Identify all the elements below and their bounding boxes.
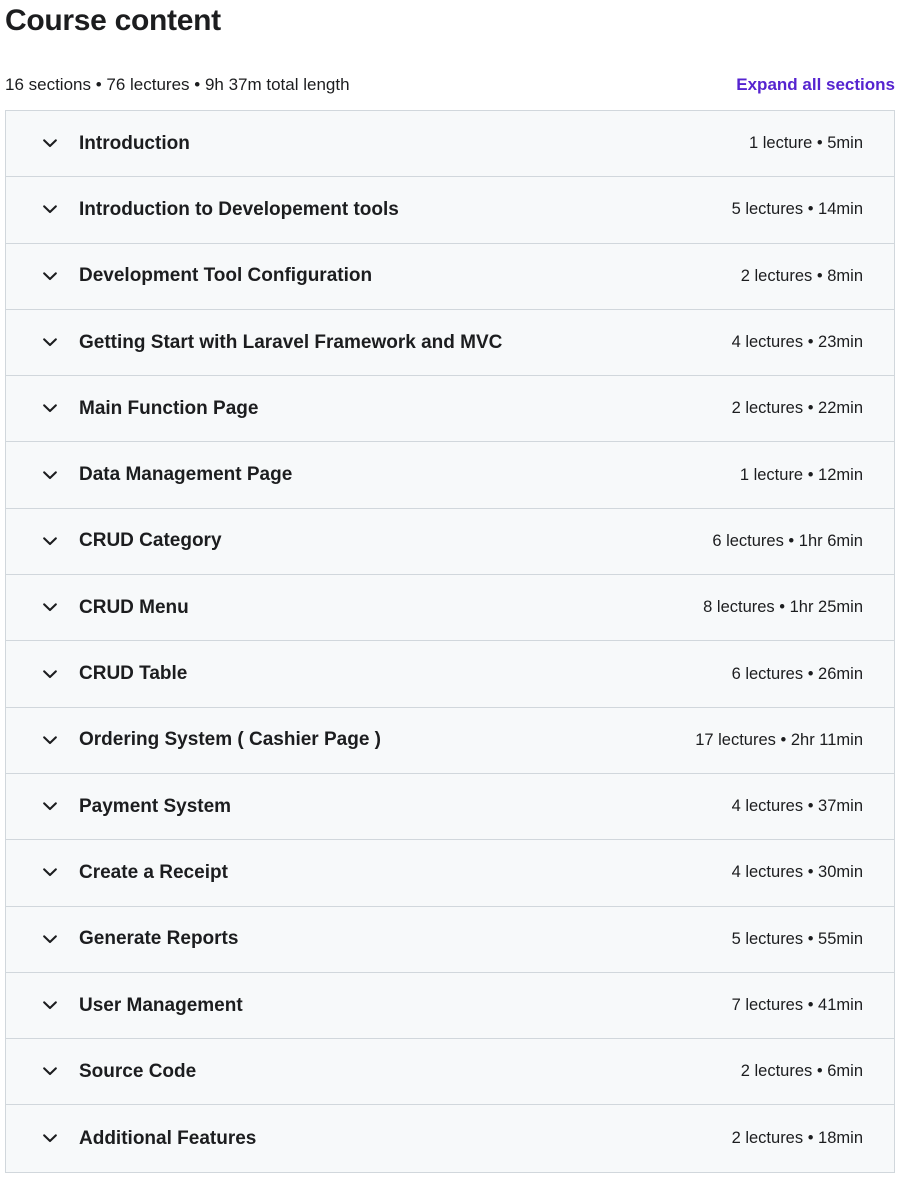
chevron-down-icon[interactable] <box>40 598 60 618</box>
chevron-down-icon[interactable] <box>40 996 60 1016</box>
course-summary: 16 sections • 76 lectures • 9h 37m total length <box>5 75 350 94</box>
section-header[interactable] <box>6 442 894 508</box>
section-title: Ordering System ( Cashier Page ) <box>79 729 381 751</box>
section-header[interactable] <box>6 177 894 243</box>
section-lecture-count: 8 lectures • 1hr 25min <box>703 598 863 617</box>
section-header[interactable] <box>6 310 894 376</box>
chevron-down-icon[interactable] <box>40 134 60 154</box>
course-summary-row <box>5 72 895 98</box>
section-title: Create a Receipt <box>79 861 228 883</box>
chevron-down-icon[interactable] <box>40 399 60 419</box>
chevron-down-icon[interactable] <box>40 1129 60 1149</box>
section-header[interactable] <box>6 244 894 310</box>
section-header[interactable] <box>6 973 894 1039</box>
chevron-down-icon[interactable] <box>40 200 60 220</box>
section-header[interactable] <box>6 708 894 774</box>
section-lecture-count: 1 lecture • 5min <box>749 134 863 153</box>
section-title: Payment System <box>79 795 232 817</box>
section-title: User Management <box>79 994 243 1016</box>
section-header[interactable] <box>6 1039 894 1105</box>
chevron-down-icon[interactable] <box>40 333 60 353</box>
chevron-down-icon[interactable] <box>40 664 60 684</box>
chevron-down-icon[interactable] <box>40 929 60 949</box>
chevron-down-icon[interactable] <box>40 266 60 286</box>
section-title: CRUD Menu <box>79 596 189 618</box>
section-lecture-count: 2 lectures • 22min <box>731 399 863 418</box>
section-header[interactable] <box>6 575 894 641</box>
section-title: CRUD Category <box>79 530 222 552</box>
section-header[interactable] <box>6 907 894 973</box>
chevron-down-icon[interactable] <box>40 730 60 750</box>
section-lecture-count: 6 lectures • 1hr 6min <box>712 531 863 550</box>
chevron-down-icon[interactable] <box>40 465 60 485</box>
section-title: Introduction to Developement tools <box>79 198 399 220</box>
section-header[interactable] <box>6 641 894 707</box>
section-lecture-count: 5 lectures • 14min <box>731 200 863 219</box>
section-title: Introduction <box>79 132 190 154</box>
section-title: CRUD Table <box>79 663 188 685</box>
section-lecture-count: 2 lectures • 8min <box>740 266 863 285</box>
section-lecture-count: 6 lectures • 26min <box>731 664 863 683</box>
section-title: Data Management Page <box>79 464 293 486</box>
section-list <box>5 110 895 1173</box>
section-header[interactable] <box>6 509 894 575</box>
section-header[interactable] <box>6 376 894 442</box>
section-lecture-count: 17 lectures • 2hr 11min <box>695 730 863 749</box>
section-lecture-count: 5 lectures • 55min <box>731 929 863 948</box>
section-lecture-count: 4 lectures • 30min <box>731 863 863 882</box>
chevron-down-icon[interactable] <box>40 863 60 883</box>
section-lecture-count: 2 lectures • 18min <box>731 1129 863 1148</box>
chevron-down-icon[interactable] <box>40 797 60 817</box>
section-lecture-count: 1 lecture • 12min <box>739 465 863 484</box>
section-header[interactable] <box>6 111 894 177</box>
expand-all-sections-button[interactable]: Expand all sections <box>736 75 895 94</box>
section-header[interactable] <box>6 1105 894 1171</box>
section-header[interactable] <box>6 840 894 906</box>
section-title: Main Function Page <box>79 397 259 419</box>
section-lecture-count: 4 lectures • 37min <box>731 797 863 816</box>
page-title: Course content <box>5 4 221 37</box>
section-lecture-count: 2 lectures • 6min <box>740 1062 863 1081</box>
section-title: Development Tool Configuration <box>79 265 373 287</box>
section-header[interactable] <box>6 774 894 840</box>
chevron-down-icon[interactable] <box>40 531 60 551</box>
section-lecture-count: 7 lectures • 41min <box>731 996 863 1014</box>
chevron-down-icon[interactable] <box>40 1062 60 1082</box>
section-title: Source Code <box>79 1060 197 1082</box>
section-title: Getting Start with Laravel Framework and MVC <box>79 331 503 353</box>
section-lecture-count: 4 lectures • 23min <box>731 333 863 352</box>
section-title: Additional Features <box>79 1127 257 1149</box>
section-title: Generate Reports <box>79 928 239 950</box>
